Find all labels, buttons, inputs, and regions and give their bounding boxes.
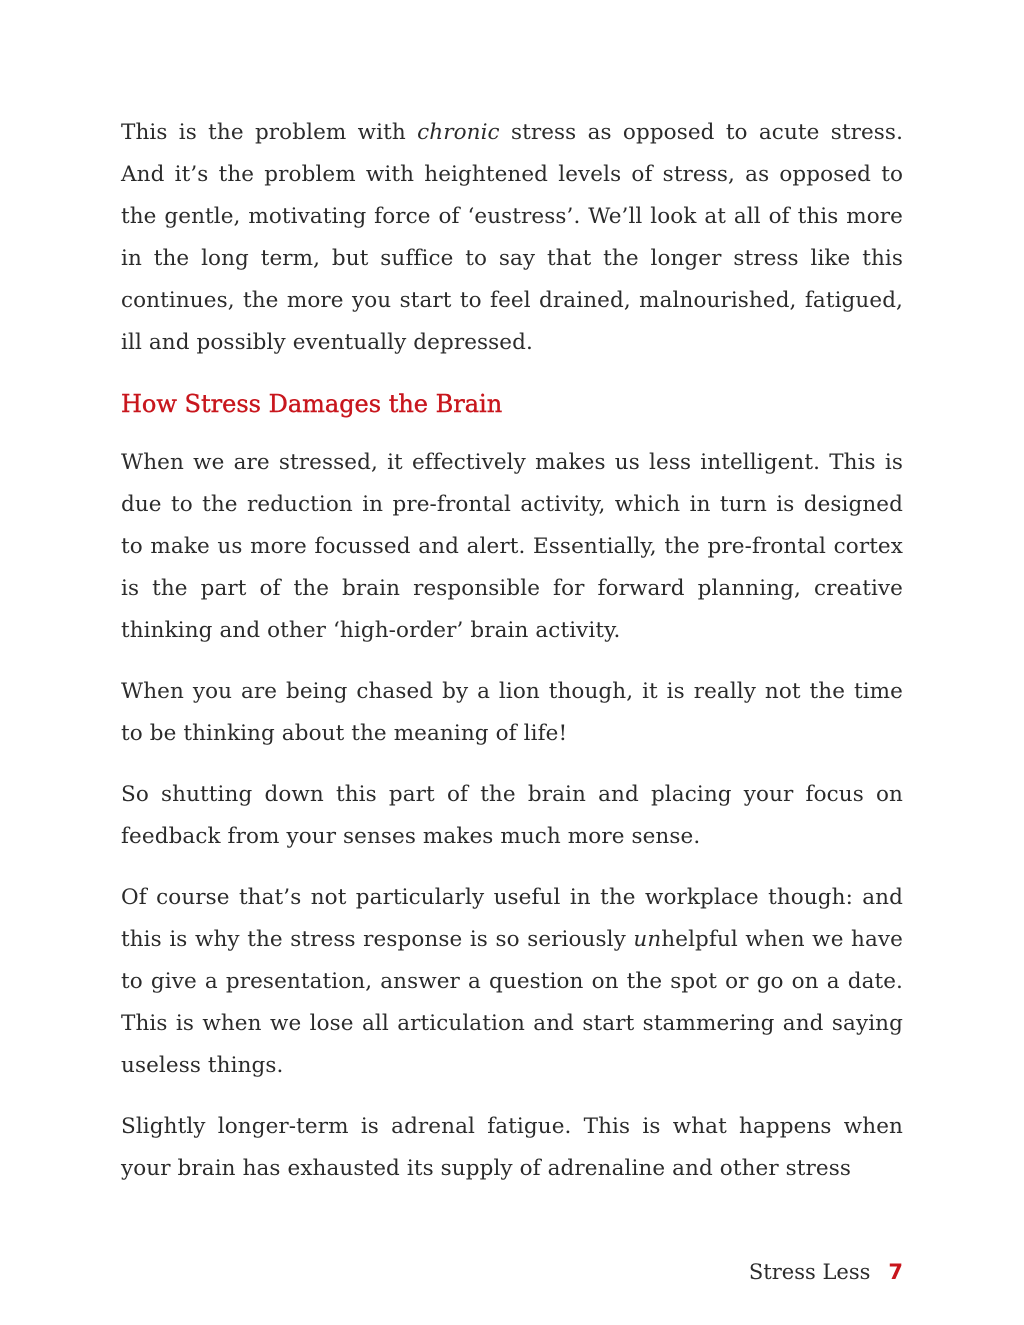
page-footer (749, 1256, 903, 1288)
page-number: 7 (888, 1260, 903, 1284)
emphasis-un: un (633, 927, 662, 952)
paragraph-workplace (121, 877, 903, 1087)
section-heading: How Stress Damages the Brain (121, 390, 503, 418)
footer-book-title: Stress Less (748, 1260, 871, 1284)
paragraph-shutting-down: So shutting down this part of the brain and placing your focus on feedback from your senses makes much more sense. (121, 782, 903, 849)
paragraph-chronic-stress (121, 112, 903, 364)
paragraph-1-text-end: stress as opposed to acute stress. And it’s the problem with heightened levels of stress, as opposed to the gentle, motivating force of ‘eustress’. We’ll look at all of this more in the long term, but suffice to say that the longer stress like this continues, the more you start to feel drained, malnourished, fatigued, ill and possibly eventually depressed. (121, 120, 904, 355)
paragraph-5-text-end: helpful when we have to give a presentation, answer a question on the spot or go on a date. This is when we lose all articulation and start stammering and saying useless things. (121, 927, 903, 1078)
paragraph-lion: When you are being chased by a lion though, it is really not the time to be thinking about the meaning of life! (121, 679, 903, 746)
page-content (121, 112, 903, 1209)
emphasis-chronic: chronic (417, 120, 500, 145)
paragraph-1-text-start: This is the problem with (121, 120, 418, 145)
paragraph-5-text-start: Of course that’s not particularly useful in the workplace though: and this is why the stress response is so seriously (121, 885, 903, 952)
paragraph-intelligence: When we are stressed, it effectively makes us less intelligent. This is due to the reduction in pre-frontal activity, which in turn is designed to make us more focussed and alert. Essentially, the pre-frontal cortex is the part of the brain responsible for forward planning, creative thinking and other ‘high-order’ brain activity. (121, 450, 903, 643)
paragraph-adrenal-fatigue: Slightly longer-term is adrenal fatigue. This is what happens when your brain has exhausted its supply of adrenaline and other stress (121, 1114, 903, 1181)
